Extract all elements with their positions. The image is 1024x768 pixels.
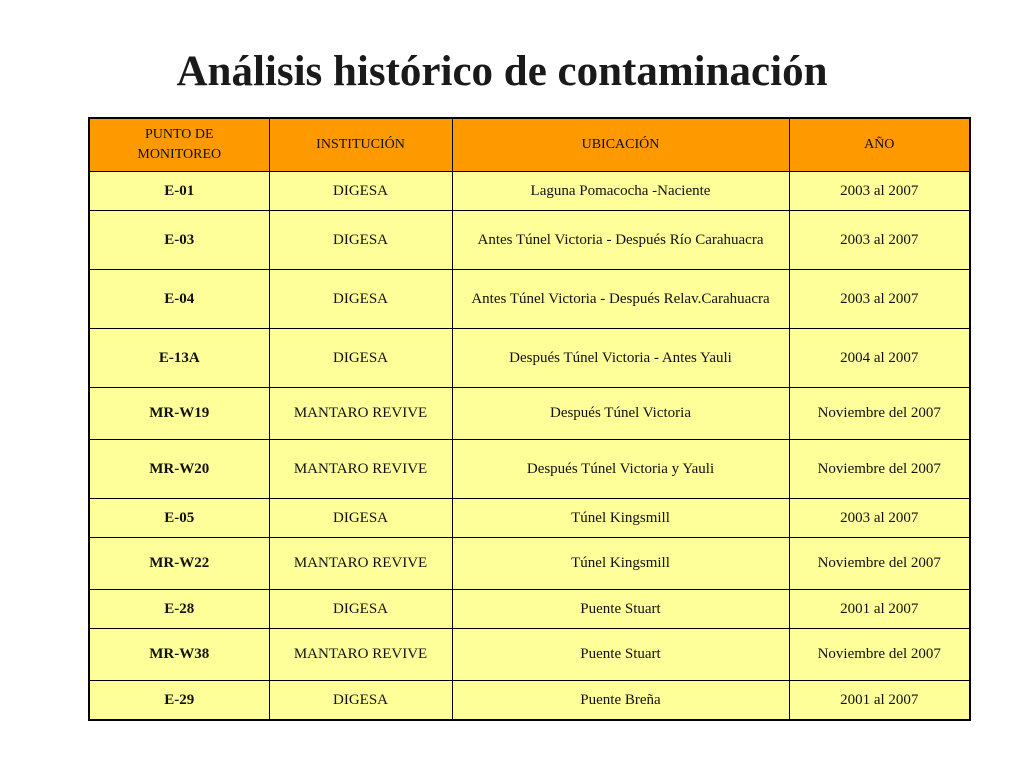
- cell-anio: 2001 al 2007: [789, 680, 970, 720]
- cell-punto: E-04: [89, 269, 269, 328]
- header-institucion: INSTITUCIÓN: [269, 118, 452, 171]
- monitoring-table-container: [88, 117, 969, 721]
- table-row: [89, 387, 970, 439]
- cell-ubicacion: Puente Stuart: [452, 628, 789, 680]
- cell-punto: E-03: [89, 210, 269, 269]
- cell-institucion: DIGESA: [269, 498, 452, 537]
- cell-ubicacion: Después Túnel Victoria: [452, 387, 789, 439]
- cell-institucion: DIGESA: [269, 589, 452, 628]
- cell-institucion: MANTARO REVIVE: [269, 628, 452, 680]
- cell-institucion: DIGESA: [269, 171, 452, 210]
- cell-institucion: DIGESA: [269, 269, 452, 328]
- table-row: [89, 439, 970, 498]
- table-row: [89, 328, 970, 387]
- table-row: [89, 269, 970, 328]
- cell-anio: 2004 al 2007: [789, 328, 970, 387]
- cell-anio: 2003 al 2007: [789, 210, 970, 269]
- cell-institucion: DIGESA: [269, 210, 452, 269]
- cell-punto: E-28: [89, 589, 269, 628]
- cell-ubicacion: Puente Breña: [452, 680, 789, 720]
- cell-anio: 2003 al 2007: [789, 498, 970, 537]
- cell-punto: E-13A: [89, 328, 269, 387]
- header-punto-monitoreo: PUNTO DE MONITOREO: [89, 118, 269, 171]
- cell-punto: E-01: [89, 171, 269, 210]
- table-row: [89, 680, 970, 720]
- table-row: [89, 589, 970, 628]
- cell-ubicacion: Puente Stuart: [452, 589, 789, 628]
- cell-punto: MR-W38: [89, 628, 269, 680]
- cell-anio: Noviembre del 2007: [789, 537, 970, 589]
- cell-anio: 2003 al 2007: [789, 269, 970, 328]
- cell-ubicacion: Túnel Kingsmill: [452, 498, 789, 537]
- cell-punto: MR-W20: [89, 439, 269, 498]
- cell-punto: MR-W22: [89, 537, 269, 589]
- cell-punto: E-29: [89, 680, 269, 720]
- cell-punto: MR-W19: [89, 387, 269, 439]
- table-row: [89, 210, 970, 269]
- cell-ubicacion: Después Túnel Victoria - Antes Yauli: [452, 328, 789, 387]
- table-row: [89, 171, 970, 210]
- cell-anio: 2003 al 2007: [789, 171, 970, 210]
- cell-anio: 2001 al 2007: [789, 589, 970, 628]
- cell-institucion: MANTARO REVIVE: [269, 387, 452, 439]
- cell-institucion: DIGESA: [269, 328, 452, 387]
- cell-institucion: DIGESA: [269, 680, 452, 720]
- cell-ubicacion: Después Túnel Victoria y Yauli: [452, 439, 789, 498]
- cell-ubicacion: Laguna Pomacocha -Naciente: [452, 171, 789, 210]
- page-title: Análisis histórico de contaminación: [176, 48, 828, 95]
- cell-institucion: MANTARO REVIVE: [269, 439, 452, 498]
- cell-ubicacion: Antes Túnel Victoria - Después Relav.Carahuacra: [452, 269, 789, 328]
- table-row: [89, 628, 970, 680]
- cell-anio: Noviembre del 2007: [789, 439, 970, 498]
- cell-punto: E-05: [89, 498, 269, 537]
- cell-anio: Noviembre del 2007: [789, 387, 970, 439]
- cell-ubicacion: Túnel Kingsmill: [452, 537, 789, 589]
- cell-ubicacion: Antes Túnel Victoria - Después Río Carahuacra: [452, 210, 789, 269]
- monitoring-table: [88, 117, 971, 721]
- header-anio: AÑO: [789, 118, 970, 171]
- table-row: [89, 498, 970, 537]
- table-row: [89, 537, 970, 589]
- cell-anio: Noviembre del 2007: [789, 628, 970, 680]
- cell-institucion: MANTARO REVIVE: [269, 537, 452, 589]
- header-ubicacion: UBICACIÓN: [452, 118, 789, 171]
- table-header-row: [89, 118, 970, 171]
